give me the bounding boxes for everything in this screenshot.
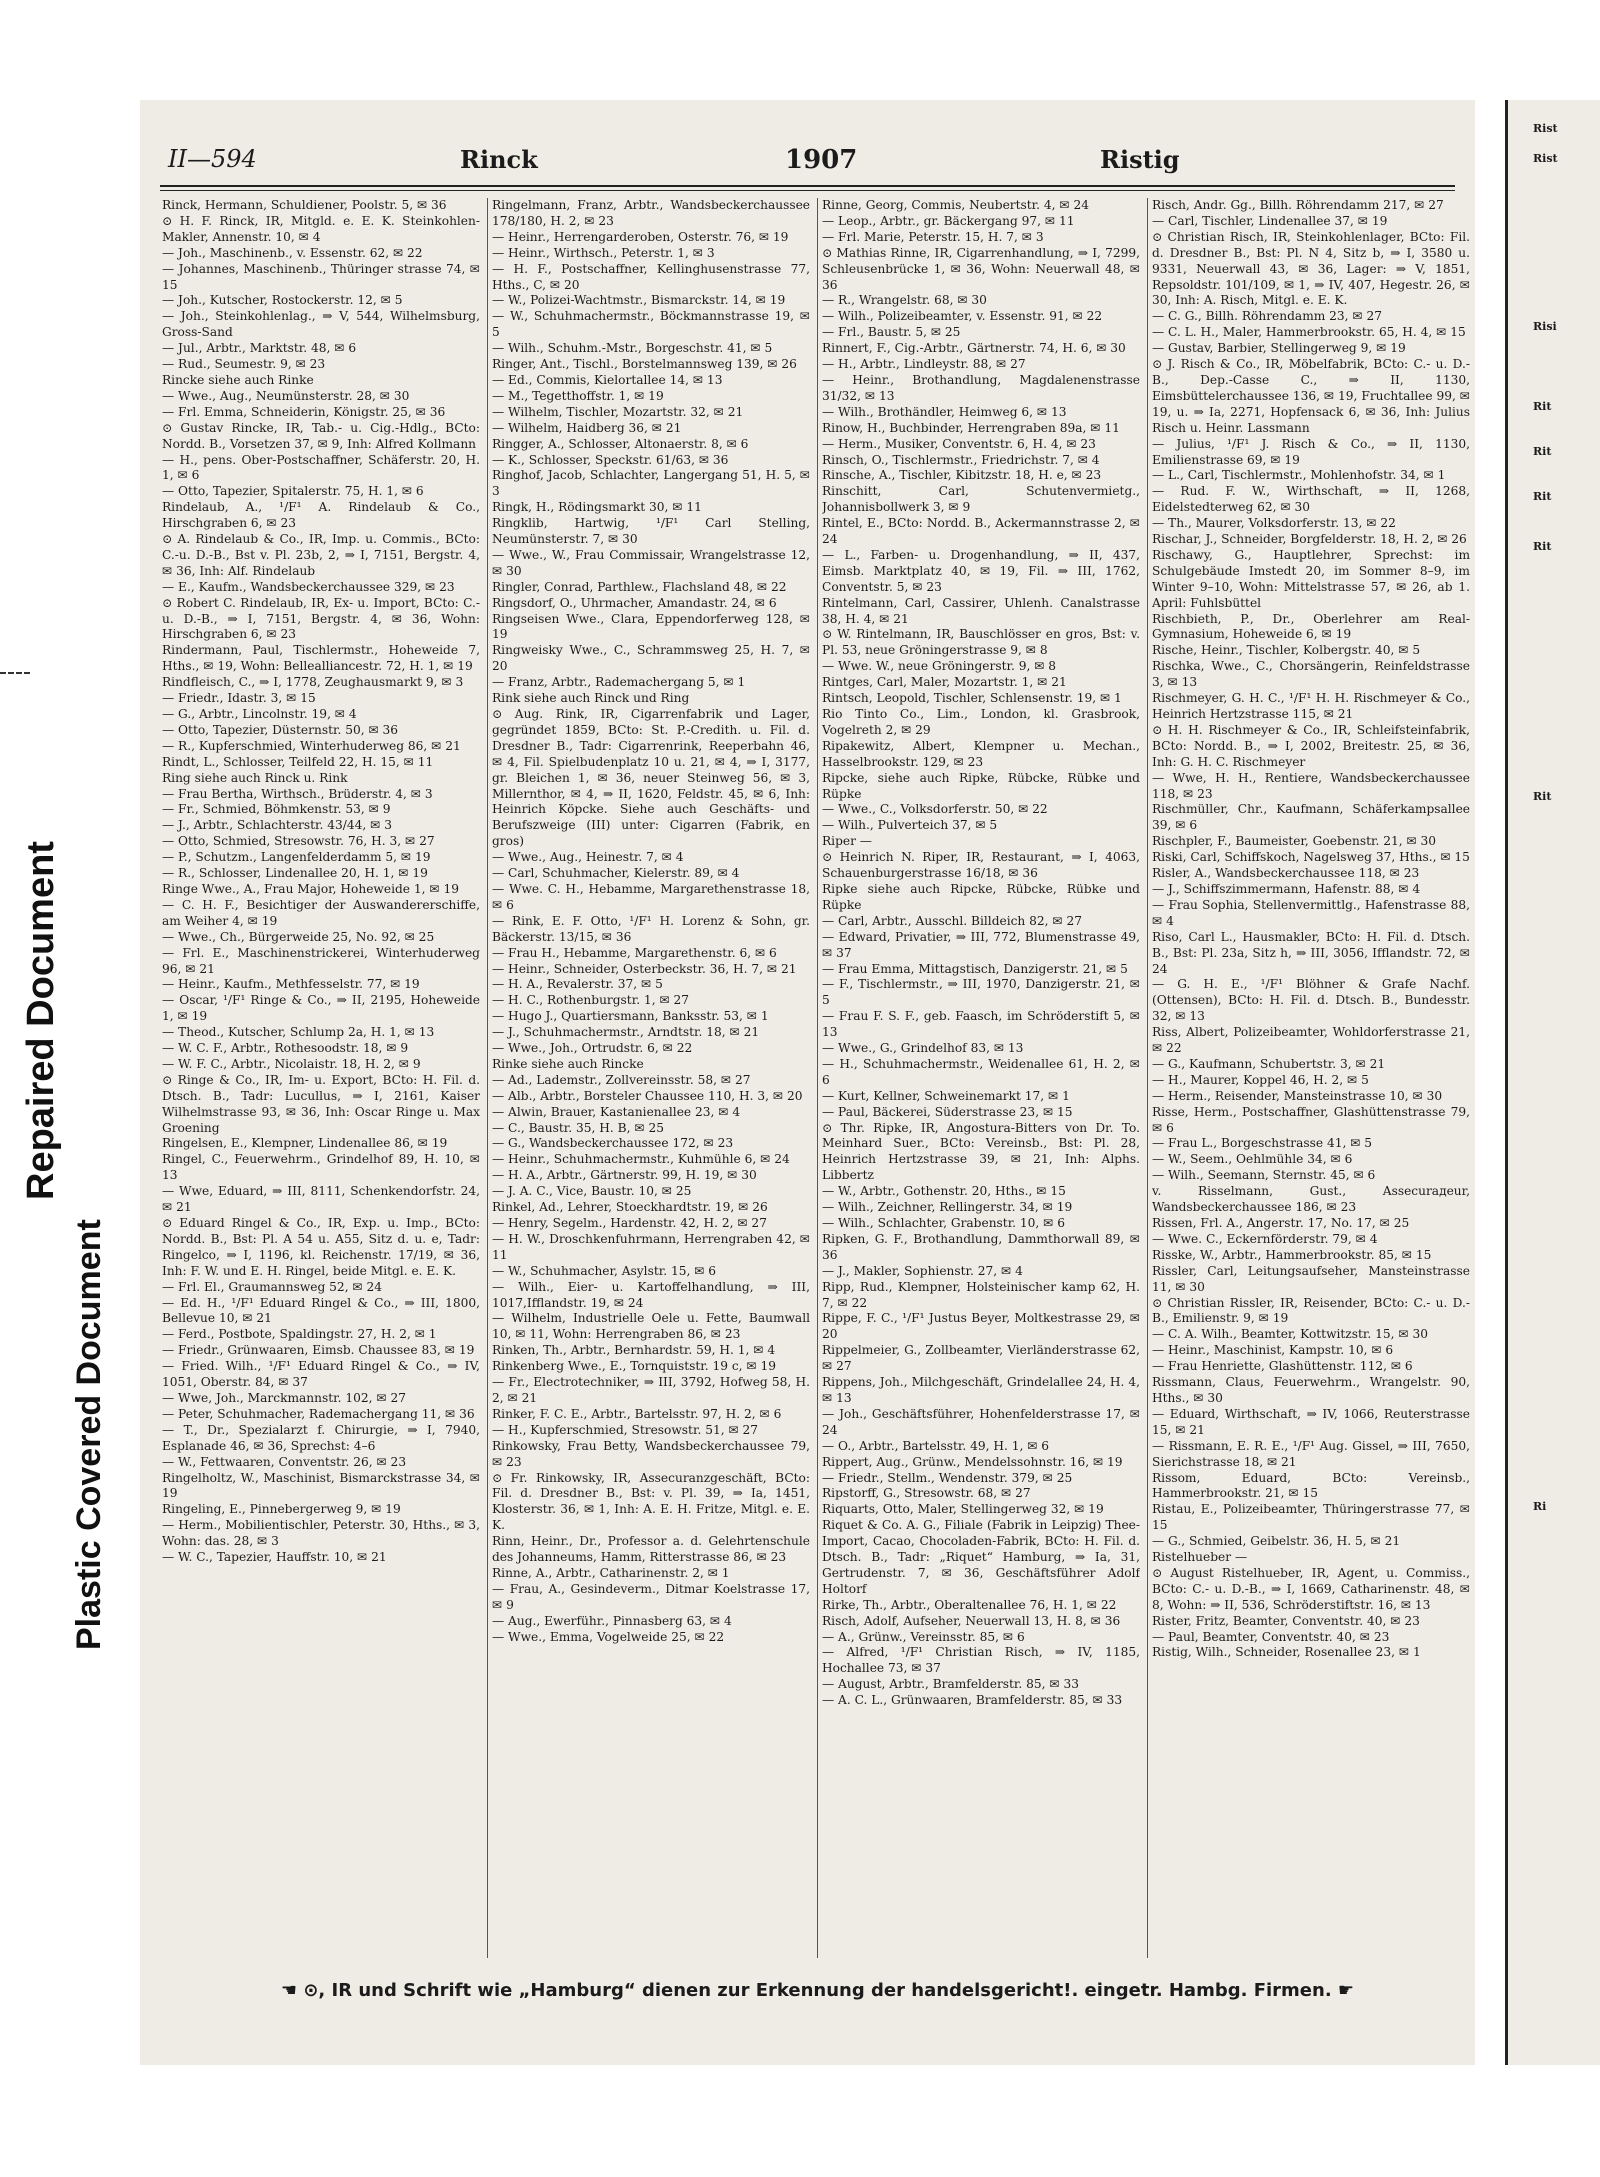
strip-word: Rit [1533,445,1552,458]
directory-entry: Ristelhueber — [1152,1550,1248,1565]
page-footer: ☚ ⊙, IR und Schrift wie „Hamburg“ dienen zur Erkennung der handelsgericht!. eingetr. Hambg. Firmen. ☛ [280,1980,1355,2001]
directory-entry: — Wilhelm, Haidberg 36, ✉ 21 [492,420,682,435]
header-rule [160,185,1455,187]
header-rule-thin [160,190,1455,191]
directory-entry: — Joh., Steinkohlenlag., ⇒ V, 544, Wilhelmsburg, Gross-Sand [162,309,480,340]
directory-entry: — H. A., Revalerstr. 37, ✉ 5 [492,977,663,992]
directory-entry: ⊙ Mathias Rinne, IR, Cigarrenhandlung, ⇒ I, 7299, Schleusenbrücke 1, ✉ 36, Wohn: Neuerwall 48, ✉ 36 [822,245,1140,292]
next-page-edge [1505,100,1600,2065]
directory-entry: — Wwe., Emma, Vogelweide 25, ✉ 22 [492,1629,725,1644]
directory-entry: — Wilh., Seemann, Sternstr. 45, ✉ 6 [1152,1168,1376,1183]
entry-columns [162,198,1470,1958]
directory-entry: ⊙ Heinrich N. Riper, IR, Restaurant, ⇒ I, 4063, Schauenburgerstrasse 16/18, ✉ 36 [822,850,1140,881]
directory-entry: — R., Wrangelstr. 68, ✉ 30 [822,293,987,308]
directory-entry: Ripakewitz, Albert, Klempner u. Mechan., Hasselbrookstr. 129, ✉ 23 [822,738,1140,769]
directory-entry: Rintel, E., BCto: Nordd. B., Ackermannstrasse 2, ✉ 24 [822,516,1140,547]
directory-entry: — O., Arbtr., Bartelsstr. 49, H. 1, ✉ 6 [822,1438,1050,1453]
directory-entry: Rinken, Th., Arbtr., Bernhardstr. 59, H. 1, ✉ 4 [492,1343,776,1358]
directory-entry: — G., Arbtr., Lincolnstr. 19, ✉ 4 [162,707,357,721]
directory-entry: — Herm., Mobilientischler, Peterstr. 30, Hths., ✉ 3, Wohn: das. 28, ✉ 3 [162,1518,480,1549]
column-2 [492,198,810,1958]
strip-word: Rist [1533,152,1558,165]
directory-entry: Ringelsen, E., Klempner, Lindenallee 86, ✉ 19 [162,1136,448,1151]
directory-entry: Ringweisky Wwe., C., Schrammsweg 25, H. 7, ✉ 20 [492,643,810,674]
directory-entry: — Wilh., Polizeibeamter, v. Essenstr. 91, ✉ 22 [822,309,1103,324]
directory-page [140,100,1475,2065]
directory-entry: — Frl. El., Graumannsweg 52, ✉ 24 [162,1279,383,1294]
directory-entry: Rinschitt, Carl, Schutenvermietg., Johannisbollwerk 3, ✉ 9 [822,484,1140,515]
page-number: II—594 [168,145,257,173]
column-divider [1147,198,1148,1958]
directory-entry: Rinkowsky, Frau Betty, Wandsbeckerchaussee 79, ✉ 23 [492,1438,810,1469]
directory-entry: Rincke siehe auch Rinke [162,372,314,387]
directory-entry: — Otto, Schmied, Stresowstr. 76, H. 3, ✉ 27 [162,834,435,849]
directory-entry: — Wilh., Eier- u. Kartoffelhandlung, ⇒ III, 1017,Ifflandstr. 19, ✉ 24 [492,1279,810,1310]
directory-entry: ⊙ H. F. Rinck, IR, Mitgld. e. E. K. Steinkohlen-Makler, Annenstr. 10, ✉ 4 [162,213,480,244]
directory-entry: — H., Kupferschmied, Stresowstr. 51, ✉ 27 [492,1422,759,1437]
directory-entry: — Fr., Electrotechniker, ⇒ III, 3792, Hofweg 58, H. 2, ✉ 21 [492,1375,810,1405]
directory-entry: — Wilh., Schuhm.-Mstr., Borgeschstr. 41, ✉ 5 [492,341,773,356]
repaired-document-label: Repaired Document [20,841,62,1200]
directory-entry: — Rissmann, E. R. E., ¹/F¹ Aug. Gissel, ⇒ III, 7650, Sierichstrasse 18, ✉ 21 [1152,1438,1470,1469]
directory-entry: — Heinr., Schuhmachermstr., Kuhmühle 6, ✉ 24 [492,1152,790,1167]
directory-entry: — Alb., Arbtr., Borsteler Chaussee 110, H. 3, ✉ 20 [492,1088,803,1103]
directory-entry: Rindermann, Paul, Tischlermstr., Hoheweide 7, Hths., ✉ 19, Wohn: Bellealliancestr. 72, H. 1, ✉ 19 [162,643,480,674]
directory-entry: — W. C., Tapezier, Hauffstr. 10, ✉ 21 [162,1550,387,1565]
directory-entry: — A., Grünw., Vereinsstr. 85, ✉ 6 [822,1629,1025,1644]
directory-entry: — W., Schuhmachermstr., Böckmannstrasse 19, ✉ 5 [492,309,810,340]
directory-entry: — Paul, Beamter, Conventstr. 40, ✉ 23 [1152,1629,1390,1644]
directory-entry: — Friedr., Idastr. 3, ✉ 15 [162,691,316,706]
directory-entry: — R., Kupferschmied, Winterhuderweg 86, ✉ 21 [162,738,461,753]
directory-entry: Ringeling, E., Pinnebergerweg 9, ✉ 19 [162,1502,401,1517]
strip-word: Rist [1533,122,1558,135]
directory-entry: Rinke siehe auch Rincke [492,1056,644,1071]
directory-entry: — C. H. F., Besichtiger der Auswandererschiffe, am Weiher 4, ✉ 19 [162,897,480,928]
strip-word: Risi [1533,320,1557,333]
directory-entry: Ripp, Rud., Klempner, Holsteinischer kamp 62, H. 7, ✉ 22 [822,1279,1140,1310]
directory-entry: Ringer, Ant., Tischl., Borstelmannsweg 139, ✉ 26 [492,357,797,372]
directory-entry: — F., Tischlermstr., ⇒ III, 1970, Danzigerstr. 21, ✉ 5 [822,977,1140,1008]
directory-entry: Risch, Andr. Gg., Billh. Röhrendamm 217, ✉ 27 [1152,198,1444,212]
column-divider [487,198,488,1958]
directory-entry: — Frl. E., Maschinenstrickerei, Winterhuderweg 96, ✉ 21 [162,945,480,976]
directory-entry: — Fr., Schmied, Böhmkenstr. 53, ✉ 9 [162,802,391,817]
directory-entry: Rinsche, A., Tischler, Kibitzstr. 18, H. e, ✉ 23 [822,468,1102,483]
directory-entry: — T., Dr., Spezialarzt f. Chirurgie, ⇒ I, 7940, Esplanade 46, ✉ 36, Sprechst: 4–6 [162,1422,480,1453]
directory-entry: Rissler, Carl, Leitungsaufseher, Mansteinstrasse 11, ✉ 30 [1152,1263,1470,1294]
directory-entry: Rissen, Frl. A., Angerstr. 17, No. 17, ✉ 25 [1152,1216,1410,1230]
directory-entry: — H. A., Arbtr., Gärtnerstr. 99, H. 19, ✉ 30 [492,1168,757,1183]
directory-entry: — Alfred, ¹/F¹ Christian Risch, ⇒ IV, 1185, Hochallee 73, ✉ 37 [822,1645,1140,1676]
strip-word: Rit [1533,490,1552,503]
directory-entry: ⊙ Aug. Rink, IR, Cigarrenfabrik und Lager, gegründet 1859, BCto: St. P.-Credith. u. Fil. d. Dresdner B., Tadr: Cigarrenrink, Reeperbahn 46, ✉ 4, Fil. Spielbudenplatz 10 u. 21, ✉ 4, ⇒ I, 3177, gr. Bleichen 1, ✉ 36, neuer Steinweg 56, ✉ 3, Millernthor, ✉ 4, ⇒ II, 1620, Feldstr. 45, ✉ 6, Inh: Heinrich Köpcke. Siehe auch Geschäfts- und Berufszweige (III) unter: Cigarren (Fabrik, en gros) [492,707,810,849]
directory-entry: — J., Schiffszimmermann, Hafenstr. 88, ✉ 4 [1152,881,1421,896]
directory-entry: — August, Arbtr., Bramfelderstr. 85, ✉ 33 [822,1677,1079,1692]
directory-entry: Ringhof, Jacob, Schlachter, Langergang 51, H. 5, ✉ 3 [492,468,810,499]
directory-entry: — Johannes, Maschinenb., Thüringer strasse 74, ✉ 15 [162,261,480,292]
directory-entry: — Fried. Wilh., ¹/F¹ Eduard Ringel & Co., ⇒ IV, 1051, Oberstr. 84, ✉ 37 [162,1359,480,1390]
directory-entry: ⊙ A. Rindelaub & Co., IR, Imp. u. Commis., BCto: C.-u. D.-B., Bst v. Pl. 23b, 2, ⇒ I, 7151, Bergstr. 4, ✉ 36, Inh: Alf. Rindelaub [162,532,480,578]
directory-entry: — H., Maurer, Koppel 46, H. 2, ✉ 5 [1152,1072,1369,1087]
directory-entry: — C., Baustr. 35, H. B, ✉ 25 [492,1120,664,1135]
page-header [160,145,1455,187]
directory-entry: — C. A. Wilh., Beamter, Kottwitzstr. 15, ✉ 30 [1152,1327,1428,1342]
directory-entry: Ringsdorf, O., Uhrmacher, Amandastr. 24, ✉ 6 [492,595,777,610]
directory-entry: — Wwe., Aug., Neumünsterstr. 28, ✉ 30 [162,388,410,403]
directory-entry: — Heinr., Kaufm., Methfesselstr. 77, ✉ 19 [162,977,420,992]
directory-entry: — Frau Sophia, Stellenvermittlg., Hafenstrasse 88, ✉ 4 [1152,897,1470,928]
directory-entry: Rischmeyer, G. H. C., ¹/F¹ H. H. Rischmeyer & Co., Heinrich Hertzstrasse 115, ✉ 21 [1152,691,1470,721]
directory-entry: Ripken, G. F., Brothandlung, Dammthorwall 89, ✉ 36 [822,1231,1140,1262]
directory-entry: — Oscar, ¹/F¹ Ringe & Co., ⇒ II, 2195, Hoheweide 1, ✉ 19 [162,993,480,1024]
directory-entry: — Kurt, Kellner, Schweinemarkt 17, ✉ 1 [822,1088,1070,1103]
directory-entry: — Otto, Tapezier, Düsternstr. 50, ✉ 36 [162,722,399,737]
page-gutter [1505,100,1508,2065]
column-4 [1152,198,1470,1958]
directory-entry: ⊙ Robert C. Rindelaub, IR, Ex- u. Import, BCto: C.- u. D.-B., ⇒ I, 7151, Bergstr. 4, ✉ 36, Wohn: Hirschgraben 6, ✉ 23 [162,595,480,642]
directory-entry: Ristau, E., Polizeibeamter, Thüringerstrasse 77, ✉ 15 [1152,1502,1470,1533]
directory-entry: — Julius, ¹/F¹ J. Risch & Co., ⇒ II, 1130, Emilienstrasse 69, ✉ 19 [1152,436,1470,467]
directory-entry: — J., Schuhmachermstr., Arndtstr. 18, ✉ 21 [492,1025,760,1040]
dashed-marker [0,672,30,674]
directory-entry: Rinn, Heinr., Dr., Professor a. d. Gelehrtenschule des Johanneums, Hamm, Ritterstrasse 86, ✉ 23 [492,1534,810,1565]
directory-entry: — Edward, Privatier, ⇒ III, 772, Blumenstrasse 49, ✉ 37 [822,929,1140,960]
directory-entry: Risch, Adolf, Aufseher, Neuerwall 13, H. 8, ✉ 36 [822,1613,1121,1628]
directory-entry: — Otto, Tapezier, Spitalerstr. 75, H. 1, ✉ 6 [162,484,424,499]
directory-entry: — Frau L., Borgeschstrasse 41, ✉ 5 [1152,1136,1373,1151]
directory-entry: Riso, Carl L., Hausmakler, BCto: H. Fil. d. Dtsch. B., Bst: Pl. 23a, Sitz h, ⇒ III, 3056, Ifflandstr. 72, ✉ 24 [1152,929,1470,976]
directory-entry: Rinkenberg Wwe., E., Tornquiststr. 19 c, ✉ 19 [492,1359,777,1374]
directory-entry: Rinker, F. C. E., Arbtr., Bartelsstr. 97, H. 2, ✉ 6 [492,1406,782,1421]
directory-entry: — W., Polizei-Wachtmstr., Bismarckstr. 14, ✉ 19 [492,293,786,308]
directory-entry: Riquet & Co. A. G., Filiale (Fabrik in Leipzig) Thee-Import, Cacao, Chocoladen-Fabrik, BCto: H. Fil. d. Dtsch. B., Tadr: „Riquet“ Hamburg, ⇒ Ia, 31, Gertrudenstr. 7, ✉ 36, Geschäftsführer Adolf Holtorf [822,1518,1140,1596]
directory-entry: — Wilh., Zeichner, Rellingerstr. 34, ✉ 19 [822,1200,1073,1215]
directory-entry: — C. L. H., Maler, Hammerbrookstr. 65, H. 4, ✉ 15 [1152,325,1466,340]
directory-entry: — Joh., Geschäftsführer, Hohenfelderstrasse 17, ✉ 24 [822,1406,1140,1437]
directory-entry: Rink siehe auch Rinck und Ring [492,691,690,706]
strip-word: Rit [1533,540,1552,553]
directory-entry: Rische, Heinr., Tischler, Kolbergstr. 40, ✉ 5 [1152,643,1421,658]
directory-entry: — H. C., Rothenburgstr. 1, ✉ 27 [492,993,690,1008]
directory-entry: — Eduard, Wirthschaft, ⇒ IV, 1066, Reuterstrasse 15, ✉ 21 [1152,1406,1470,1437]
plastic-covered-label: Plastic Covered Document [70,1219,108,1650]
strip-word: Rit [1533,790,1552,803]
directory-entry: — Wwe., C., Volksdorferstr. 50, ✉ 22 [822,802,1048,817]
directory-entry: Ripcke, siehe auch Ripke, Rübcke, Rübke und Rüpke [822,770,1140,801]
directory-entry: — Frau Henriette, Glashüttenstr. 112, ✉ 6 [1152,1359,1413,1374]
directory-entry: ⊙ H. H. Rischmeyer & Co., IR, Schleifsteinfabrik, BCto: Nordd. B., ⇒ I, 2002, Breitestr. 25, ✉ 36, Inh: G. H. C. Rischmeyer [1152,722,1470,769]
directory-entry: Ringe Wwe., A., Frau Major, Hoheweide 1, ✉ 19 [162,881,459,896]
directory-entry: ⊙ Thr. Ripke, IR, Angostura-Bitters von Dr. To. Meinhard Suer., BCto: Vereinsb., Bst: Pl. 28, Heinrich Hertzstrasse 39, ✉ 21, Inh: Alphs. Libbertz [822,1120,1140,1183]
directory-entry: — Ferd., Postbote, Spaldingstr. 27, H. 2, ✉ 1 [162,1327,437,1342]
directory-entry: — Frau Bertha, Wirthsch., Brüderstr. 4, ✉ 3 [162,786,433,801]
column-3 [822,198,1140,1958]
directory-entry: — J., Arbtr., Schlachterstr. 43/44, ✉ 3 [162,818,392,833]
directory-entry: — Wwe. W., neue Gröningerstr. 9, ✉ 8 [822,659,1057,674]
directory-entry: — Wwe., Aug., Heinestr. 7, ✉ 4 [492,850,684,865]
directory-entry: — Ad., Lademstr., Zollvereinsstr. 58, ✉ 27 [492,1072,751,1087]
directory-entry: — H., Schuhmachermstr., Weidenallee 61, H. 2, ✉ 6 [822,1056,1140,1087]
directory-entry: — Heinr., Maschinist, Kampstr. 10, ✉ 6 [1152,1343,1394,1358]
directory-entry: — H. F., Postschaffner, Kellinghusenstrasse 77, Hths., C, ✉ 20 [492,261,810,292]
directory-entry: ⊙ Fr. Rinkowsky, IR, Assecuranzgeschäft, BCto: Fil. d. Dresdner B., Bst: v. Pl. 39, ⇒ Ia, 1451, Klosterstr. 36, ✉ 1, Inh: A. E. H. Fritze, Mitgl. e. E. K. [492,1470,810,1533]
directory-entry: — Heinr., Schneider, Osterbeckstr. 36, H. 7, ✉ 21 [492,961,797,976]
directory-entry: ⊙ Ringe & Co., IR, Im- u. Export, BCto: H. Fil. d. Dtsch. B., Tadr: Lucullus, ⇒ I, 2161, Kaiser Wilhelmstrasse 93, ✉ 36, Inh: Oscar Ringe u. Max Groening [162,1072,480,1135]
directory-entry: — Gustav, Barbier, Stellingerweg 9, ✉ 19 [1152,341,1406,356]
directory-entry: ⊙ Eduard Ringel & Co., IR, Exp. u. Imp., BCto: Nordd. B., Bst: Pl. A 54 u. A55, Sitz d. u. e, Tadr: Ringelco, ⇒ I, 1196, kl. Reichenstr. 17/19, ✉ 36, Inh: F. W. und E. H. Ringel, beide Mitgl. e. E. K. [162,1216,480,1278]
directory-entry: — Herm., Musiker, Conventstr. 6, H. 4, ✉ 23 [822,436,1096,451]
directory-entry: Rinck, Hermann, Schuldiener, Poolstr. 5, ✉ 36 [162,198,447,212]
directory-entry: Rinkel, Ad., Lehrer, Stoeckhardtstr. 19, ✉ 26 [492,1200,768,1215]
directory-entry: Risske, W., Arbtr., Hammerbrookstr. 85, ✉ 15 [1152,1247,1432,1262]
directory-entry: Rischawy, G., Hauptlehrer, Sprechst: im Schulgebäude Imstedt 20, im Sommer 8–9, im Winter 9–10, Wohn: Mittelstrasse 57, ✉ 26, ab 1. April: Fuhlsbüttel [1152,547,1470,610]
directory-entry: — Aug., Ewerführ., Pinnasberg 63, ✉ 4 [492,1613,732,1628]
directory-entry: — G., Schmied, Geibelstr. 36, H. 5, ✉ 21 [1152,1534,1401,1549]
directory-entry: — Ed., Commis, Kielortallee 14, ✉ 13 [492,372,723,387]
directory-entry: — Wwe., Ch., Bürgerweide 25, No. 92, ✉ 25 [162,929,435,944]
directory-entry: — Wilh., Brothändler, Heimweg 6, ✉ 13 [822,404,1067,419]
directory-entry: — J. A. C., Vice, Baustr. 10, ✉ 25 [492,1184,692,1199]
directory-entry: — E., Kaufm., Wandsbeckerchaussee 329, ✉ 23 [162,579,455,594]
directory-entry: — Carl, Schuhmacher, Kielerstr. 89, ✉ 4 [492,866,740,881]
directory-entry: — W. F. C., Arbtr., Nicolaistr. 18, H. 2, ✉ 9 [162,1056,421,1071]
directory-entry: — R., Schlosser, Lindenallee 20, H. 1, ✉ 19 [162,866,428,881]
directory-entry: Riper — [822,834,872,849]
directory-entry: ⊙ W. Rintelmann, IR, Bauschlösser en gros, Bst: v. Pl. 53, neue Gröningerstrasse 9, ✉ 8 [822,627,1140,658]
directory-entry: — Jul., Arbtr., Marktstr. 48, ✉ 6 [162,341,357,356]
directory-entry: — G., Wandsbeckerchaussee 172, ✉ 23 [492,1136,734,1151]
directory-entry: Rindfleisch, C., ⇒ I, 1778, Zeughausmarkt 9, ✉ 3 [162,675,464,690]
directory-entry: ⊙ Christian Risch, IR, Steinkohlenlager, BCto: Fil. d. Dresdner B., Bst: Pl. N 4, Sitz b, ⇒ I, 3580 u. 9331, Neuerwall 43, ✉ 36, Lager: ⇒ V, 1851, Repsoldstr. 101/109, ✉ 1, ⇒ IV, 407, Hegestr. 26, ✉ 30, Inh: A. Risch, Mitgl. e. E. K. [1152,229,1470,308]
directory-entry: — Frau Emma, Mittagstisch, Danzigerstr. 21, ✉ 5 [822,961,1128,976]
directory-entry: — Carl, Arbtr., Ausschl. Billdeich 82, ✉ 27 [822,913,1083,928]
directory-entry: Rissom, Eduard, BCto: Vereinsb., Hammerbrookstr. 21, ✉ 15 [1152,1470,1470,1501]
directory-entry: Rippens, Joh., Milchgeschäft, Grindelallee 24, H. 4, ✉ 13 [822,1375,1140,1405]
directory-entry: — Friedr., Grünwaaren, Eimsb. Chaussee 83, ✉ 19 [162,1343,475,1358]
directory-entry: — P., Schutzm., Langenfelderdamm 5, ✉ 19 [162,850,431,865]
directory-entry: — Henry, Segelm., Hardenstr. 42, H. 2, ✉ 27 [492,1216,767,1230]
directory-entry: Ringel, C., Feuerwehrm., Grindelhof 89, H. 10, ✉ 13 [162,1152,480,1183]
directory-entry: — L., Farben- u. Drogenhandlung, ⇒ II, 437, Eimsb. Marktplatz 40, ✉ 19, Fil. ⇒ III, 1762, Conventstr. 5, ✉ 23 [822,547,1140,594]
directory-entry: — Ed. H., ¹/F¹ Eduard Ringel & Co., ⇒ III, 1800, Bellevue 10, ✉ 21 [162,1295,480,1326]
directory-entry: — Frau H., Hebamme, Margarethenstr. 6, ✉ 6 [492,945,777,960]
directory-entry: — W. C. F., Arbtr., Rothesoodstr. 18, ✉ 9 [162,1041,409,1056]
directory-entry: — Heinr., Wirthsch., Peterstr. 1, ✉ 3 [492,245,715,260]
directory-entry: — Wwe., W., Frau Commissair, Wrangelstrasse 12, ✉ 30 [492,547,810,578]
directory-entry: — Wwe. C., Eckernförderstr. 79, ✉ 4 [1152,1231,1378,1246]
directory-entry: Ripstorff, G., Stresowstr. 68, ✉ 27 [822,1486,1031,1501]
directory-entry: Rippelmeier, G., Zollbeamter, Vierländerstrasse 62, ✉ 27 [822,1343,1140,1374]
directory-entry: — Herm., Reisender, Mansteinstrasse 10, ✉ 30 [1152,1088,1443,1103]
directory-entry: Rissmann, Claus, Feuerwehrm., Wrangelstr. 90, Hths., ✉ 30 [1152,1375,1470,1405]
directory-entry: Rintelmann, Carl, Cassirer, Uhlenh. Canalstrasse 38, H. 4, ✉ 21 [822,595,1140,626]
directory-entry: Ristig, Wilh., Schneider, Rosenallee 23, ✉ 1 [1152,1645,1421,1660]
directory-entry: — Wwe, Joh., Marckmannstr. 102, ✉ 27 [162,1390,406,1405]
directory-entry: — Wilhelm, Industrielle Oele u. Fette, Baumwall 10, ✉ 11, Wohn: Herrengraben 86, ✉ 23 [492,1311,810,1342]
directory-entry: Rirke, Th., Arbtr., Oberaltenallee 76, H. 1, ✉ 22 [822,1597,1117,1612]
header-right-word: Ristig [1100,145,1180,174]
directory-entry: — M., Tegetthoffstr. 1, ✉ 19 [492,388,664,403]
directory-entry: — Heinr., Herrengarderoben, Osterstr. 76, ✉ 19 [492,229,789,244]
directory-entry: ⊙ Gustav Rincke, IR, Tab.- u. Cig.-Hdlg., BCto: Nordd. B., Vorsetzen 37, ✉ 9, Inh: Alfred Kollmann [162,420,480,451]
directory-entry: Rippe, F. C., ¹/F¹ Justus Beyer, Moltkestrasse 29, ✉ 20 [822,1311,1140,1342]
directory-entry: — Hugo J., Quartiersmann, Banksstr. 53, ✉ 1 [492,1009,769,1024]
directory-entry: — Heinr., Brothandlung, Magdalenenstrasse 31/32, ✉ 13 [822,372,1140,403]
directory-entry: — W., Arbtr., Gothenstr. 20, Hths., ✉ 15 [822,1184,1066,1199]
directory-entry: — H. W., Droschkenfuhrmann, Herrengraben 42, ✉ 11 [492,1231,810,1262]
directory-entry: — Alwin, Brauer, Kastanienallee 23, ✉ 4 [492,1104,741,1119]
directory-entry: Risse, Herm., Postschaffner, Glashüttenstrasse 79, ✉ 6 [1152,1104,1470,1135]
directory-entry: Ringger, A., Schlosser, Altonaerstr. 8, ✉ 6 [492,436,749,451]
directory-entry: — G. H. E., ¹/F¹ Blöhner & Grafe Nachf. (Ottensen), BCto: H. Fil. d. Dtsch. B., Bundesstr. 32, ✉ 13 [1152,977,1470,1024]
directory-entry: Rintges, Carl, Maler, Mozartstr. 1, ✉ 21 [822,675,1067,690]
directory-entry: Rister, Fritz, Beamter, Conventstr. 40, ✉ 23 [1152,1613,1420,1628]
directory-entry: — Wilhelm, Tischler, Mozartstr. 32, ✉ 21 [492,404,744,419]
directory-entry: — Wwe, H. H., Rentiere, Wandsbeckerchaussee 118, ✉ 23 [1152,770,1470,801]
directory-entry: Ringk, H., Rödingsmarkt 30, ✉ 11 [492,500,702,515]
directory-entry: Ring siehe auch Rinck u. Rink [162,770,348,785]
directory-entry: Rinnert, F., Cig.-Arbtr., Gärtnerstr. 74, H. 6, ✉ 30 [822,341,1126,356]
directory-entry: Rischmüller, Chr., Kaufmann, Schäferkampsallee 39, ✉ 6 [1152,802,1470,833]
directory-entry: — Rud., Seumestr. 9, ✉ 23 [162,357,326,372]
directory-entry: Riss, Albert, Polizeibeamter, Wohldorferstrasse 21, ✉ 22 [1152,1025,1470,1056]
directory-entry: Rinsch, O., Tischlermstr., Friedrichstr. 7, ✉ 4 [822,452,1100,467]
directory-entry: ⊙ Christian Rissler, IR, Reisender, BCto: C.- u. D.-B., Emilienstr. 9, ✉ 19 [1152,1295,1470,1326]
directory-entry: — Wwe., Joh., Ortrudstr. 6, ✉ 22 [492,1041,693,1056]
directory-entry: — Frl., Baustr. 5, ✉ 25 [822,325,961,340]
directory-entry: Risler, A., Wandsbeckerchaussee 118, ✉ 23 [1152,866,1420,881]
directory-entry: Rischbieth, P., Dr., Oberlehrer am Real-Gymnasium, Hoheweide 6, ✉ 19 [1152,611,1470,642]
directory-entry: — Carl, Tischler, Lindenallee 37, ✉ 19 [1152,213,1388,228]
directory-entry: — Franz, Arbtr., Rademachergang 5, ✉ 1 [492,675,746,690]
directory-entry: — K., Schlosser, Speckstr. 61/63, ✉ 36 [492,452,729,467]
directory-entry: — Wwe, Eduard, ⇒ III, 8111, Schenkendorfstr. 24, ✉ 21 [162,1184,480,1215]
strip-word: Ri [1533,1500,1547,1513]
directory-entry: — Frau F. S. F., geb. Faasch, im Schröderstift 5, ✉ 13 [822,1009,1140,1040]
header-year: 1907 [785,145,858,175]
directory-entry: — H., Arbtr., Lindleystr. 88, ✉ 27 [822,357,1026,372]
column-divider [817,198,818,1958]
directory-entry: — H., pens. Ober-Postschaffner, Schäferstr. 20, H. 1, ✉ 6 [162,452,480,483]
directory-entry: — Wwe., G., Grindelhof 83, ✉ 13 [822,1041,1024,1056]
directory-entry: — A. C. L., Grünwaaren, Bramfelderstr. 85, ✉ 33 [822,1693,1123,1708]
directory-entry: — Peter, Schuhmacher, Rademachergang 11, ✉ 36 [162,1406,475,1421]
directory-entry: ⊙ August Ristelhueber, IR, Agent, u. Commiss., BCto: C.- u. D.-B., ⇒ I, 1669, Catharinenstr. 48, ✉ 8, Wohn: ⇒ II, 536, Schröderstiftstr. 16, ✉ 13 [1152,1565,1470,1612]
directory-entry: Rindt, L., Schlosser, Teilfeld 22, H. 15, ✉ 11 [162,754,434,769]
column-1 [162,198,480,1958]
directory-entry: Rippert, Aug., Grünw., Mendelssohnstr. 16, ✉ 19 [822,1454,1123,1469]
directory-entry: — W., Fettwaaren, Conventstr. 26, ✉ 23 [162,1454,407,1469]
directory-entry: — W., Schuhmacher, Asylstr. 15, ✉ 6 [492,1263,717,1278]
directory-entry: Rischpler, F., Baumeister, Goebenstr. 21, ✉ 30 [1152,834,1437,849]
directory-entry: — Joh., Maschinenb., v. Essenstr. 62, ✉ 22 [162,245,423,260]
directory-entry: — Friedr., Stellm., Wendenstr. 379, ✉ 25 [822,1470,1073,1485]
directory-entry: — Rink, E. F. Otto, ¹/F¹ H. Lorenz & Sohn, gr. Bäckerstr. 13/15, ✉ 36 [492,913,810,944]
side-label-area [0,0,140,2177]
strip-word: Rit [1533,400,1552,413]
directory-entry: ⊙ J. Risch & Co., IR, Möbelfabrik, BCto: C.- u. D.-B., Dep.-Casse C., ⇒ II, 1130, Eimsbüttelerchaussee 136, ✉ 19, Fruchtallee 99, ✉ 19, u. ⇒ Ia, 2271, Hopfensack 6, ✉ 36, Inh: Julius Risch u. Heinr. Lassmann [1152,357,1470,435]
directory-entry: Ringelmann, Franz, Arbtr., Wandsbeckerchaussee 178/180, H. 2, ✉ 23 [492,198,810,228]
directory-entry: — Frau, A., Gesindeverm., Ditmar Koelstrasse 17, ✉ 9 [492,1581,810,1612]
directory-entry: — Frl. Marie, Peterstr. 15, H. 7, ✉ 3 [822,229,1044,244]
directory-entry: — Th., Maurer, Volksdorferstr. 13, ✉ 22 [1152,516,1396,531]
directory-entry: Ringelholtz, W., Maschinist, Bismarckstrasse 34, ✉ 19 [162,1470,480,1501]
directory-entry: — W., Seem., Oehlmühle 34, ✉ 6 [1152,1152,1353,1167]
directory-entry: — G., Kaufmann, Schubertstr. 3, ✉ 21 [1152,1056,1386,1071]
directory-entry: Rinne, A., Arbtr., Catharinenstr. 2, ✉ 1 [492,1565,730,1580]
directory-entry: — Wilh., Schlachter, Grabenstr. 10, ✉ 6 [822,1216,1066,1230]
directory-entry: Rio Tinto Co., Lim., London, kl. Grasbrook, Vogelreth 2, ✉ 29 [822,707,1140,737]
directory-entry: — Joh., Kutscher, Rostockerstr. 12, ✉ 5 [162,293,403,308]
directory-entry: Ringklib, Hartwig, ¹/F¹ Carl Stelling, Neumünsterstr. 7, ✉ 30 [492,516,810,547]
directory-entry: — L., Carl, Tischlermstr., Mohlenhofstr. 34, ✉ 1 [1152,468,1446,483]
directory-entry: Ringseisen Wwe., Clara, Eppendorferweg 128, ✉ 19 [492,611,810,642]
directory-entry: Rischar, J., Schneider, Borgfelderstr. 18, H. 2, ✉ 26 [1152,532,1467,547]
directory-entry: — Theod., Kutscher, Schlump 2a, H. 1, ✉ 13 [162,1025,435,1040]
directory-entry: Rischka, Wwe., C., Chorsängerin, Reinfeldstrasse 3, ✉ 13 [1152,659,1470,690]
directory-entry: Rindelaub, A., ¹/F¹ A. Rindelaub & Co., Hirschgraben 6, ✉ 23 [162,500,480,531]
directory-entry: v. Risselmann, Gust., Assecurадeur, Wandsbeckerchaussee 186, ✉ 23 [1152,1184,1470,1215]
directory-entry: Rinne, Georg, Commis, Neubertstr. 4, ✉ 24 [822,198,1090,212]
directory-entry: Ringler, Conrad, Parthlew., Flachsland 48, ✉ 22 [492,579,787,594]
directory-entry: — J., Makler, Sophienstr. 27, ✉ 4 [822,1263,1023,1278]
directory-entry: — Rud. F. W., Wirthschaft, ⇒ II, 1268, Eidelstedterweg 62, ✉ 30 [1152,484,1470,515]
directory-entry: — Leop., Arbtr., gr. Bäckergang 97, ✉ 11 [822,213,1075,228]
directory-entry: Ripke siehe auch Ripcke, Rübcke, Rübke und Rüpke [822,881,1140,912]
directory-entry: Rintsch, Leopold, Tischler, Schlensenstr. 19, ✉ 1 [822,691,1122,706]
directory-entry: — Wilh., Pulverteich 37, ✉ 5 [822,818,998,833]
directory-entry: — Frl. Emma, Schneiderin, Königstr. 25, ✉ 36 [162,404,446,419]
directory-entry: Rinow, H., Buchbinder, Herrengraben 89a, ✉ 11 [822,420,1120,435]
directory-entry: — Paul, Bäckerei, Süderstrasse 23, ✉ 15 [822,1104,1073,1119]
header-left-word: Rinck [460,145,538,174]
directory-entry: — Wwe. C. H., Hebamme, Margarethenstrasse 18, ✉ 6 [492,881,810,912]
directory-entry: Riski, Carl, Schiffskoch, Nagelsweg 37, Hths., ✉ 15 [1152,850,1470,865]
directory-entry: — C. G., Billh. Röhrendamm 23, ✉ 27 [1152,309,1383,324]
directory-entry: Riquarts, Otto, Maler, Stellingerweg 32, ✉ 19 [822,1502,1104,1517]
